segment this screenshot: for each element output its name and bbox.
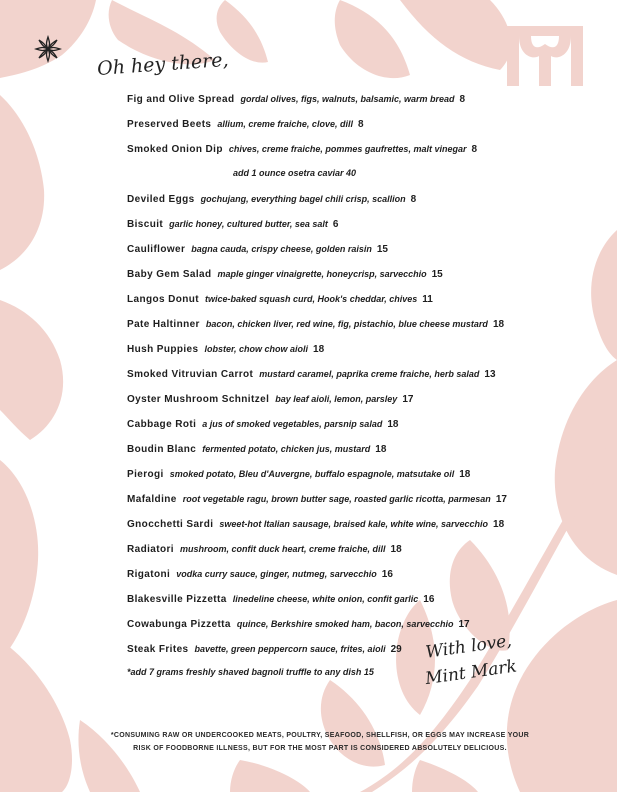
item-description: a jus of smoked vegetables, parsnip salad — [202, 419, 383, 429]
item-price: 17 — [402, 394, 414, 405]
item-price: 11 — [422, 294, 433, 305]
caviar-addon-note: add 1 ounce osetra caviar 40 — [233, 168, 357, 178]
truffle-note: *add 7 grams freshly shaved bagnoli truffle to any dish 15 — [127, 667, 374, 677]
item-description: gochujang, everything bagel chili crisp, scallion — [200, 194, 406, 204]
mint-mark-logo-icon — [507, 26, 583, 86]
item-description: smoked potato, Bleu d'Auvergne, buffalo espagnole, matsutake oil — [169, 469, 455, 479]
item-price: 18 — [387, 419, 399, 430]
item-description: bay leaf aioli, lemon, parsley — [275, 394, 398, 404]
item-description: bacon, chicken liver, red wine, fig, pistachio, blue cheese mustard — [205, 319, 488, 329]
menu-item — [127, 242, 388, 257]
item-name: Preserved Beets — [127, 119, 212, 130]
item-name: Baby Gem Salad — [127, 269, 212, 280]
item-price: 8 — [410, 194, 417, 205]
item-description: allium, creme fraiche, clove, dill — [217, 119, 353, 129]
item-description: mustard caramel, paprika creme fraiche, herb salad — [259, 369, 480, 379]
item-price: 16 — [381, 569, 393, 580]
item-name: Boudin Blanc — [127, 444, 197, 455]
signoff-line-1: With love, — [424, 630, 513, 663]
item-description: bavette, green peppercorn sauce, frites, aioli — [194, 644, 386, 654]
menu-item — [127, 342, 324, 357]
signoff-line-2: Mint Mark — [424, 656, 518, 690]
item-price: 15 — [431, 269, 443, 280]
item-name: Cabbage Roti — [127, 419, 197, 430]
item-name: Cowabunga Pizzetta — [127, 619, 231, 630]
menu-item — [127, 392, 413, 407]
menu-item — [127, 92, 465, 107]
greeting-heading: Oh hey there, — [96, 48, 230, 80]
item-price: 8 — [357, 119, 364, 130]
item-price: 8 — [459, 94, 466, 105]
item-name: Hush Puppies — [127, 344, 199, 355]
item-description: linedeline cheese, white onion, confit garlic — [232, 594, 419, 604]
item-price: 18 — [459, 469, 471, 480]
item-name: Radiatori — [127, 544, 174, 555]
item-description: chives, creme fraiche, pommes gaufrettes, malt vinegar — [228, 144, 467, 154]
item-description: mushroom, confit duck heart, creme fraiche, dill — [179, 544, 386, 554]
item-price: 13 — [484, 369, 496, 380]
menu-item — [127, 367, 496, 382]
item-price: 29 — [390, 644, 402, 655]
menu-item — [127, 592, 434, 607]
menu-item — [127, 467, 470, 482]
item-description: quince, Berkshire smoked ham, bacon, sarvecchio — [236, 619, 454, 629]
menu-item — [127, 192, 416, 207]
item-name: Smoked Vitruvian Carrot — [127, 369, 254, 380]
item-price: 17 — [458, 619, 470, 630]
item-name: Oyster Mushroom Schnitzel — [127, 394, 270, 405]
menu-item — [127, 267, 443, 282]
item-price: 18 — [492, 319, 505, 330]
menu-item — [127, 442, 386, 457]
item-description: root vegetable ragu, brown butter sage, roasted garlic ricotta, parmesan — [182, 494, 491, 504]
item-price: 8 — [471, 144, 478, 155]
item-name: Rigatoni — [127, 569, 171, 580]
item-price: 18 — [390, 544, 402, 555]
food-safety-disclaimer — [70, 729, 570, 755]
item-description: maple ginger vinaigrette, honeycrisp, sarvecchio — [217, 269, 427, 279]
item-name: Mafaldine — [127, 494, 177, 505]
menu-item — [127, 417, 398, 432]
item-description: vodka curry sauce, ginger, nutmeg, sarvecchio — [176, 569, 377, 579]
item-name: Pate Haltinner — [127, 319, 200, 330]
menu-item — [127, 517, 504, 532]
item-price: 18 — [375, 444, 387, 455]
flower-doodle-icon — [34, 35, 62, 63]
menu-item — [127, 642, 402, 657]
item-price: 16 — [423, 594, 435, 605]
menu-item — [127, 567, 393, 582]
item-description: garlic honey, cultured butter, sea salt — [169, 219, 328, 229]
item-name: Cauliflower — [127, 244, 186, 255]
menu-item — [127, 292, 433, 307]
item-name: Steak Frites — [127, 644, 189, 655]
menu-item — [127, 117, 364, 132]
item-description: lobster, chow chow aioli — [204, 344, 309, 354]
item-description: sweet-hot Italian sausage, braised kale, white wine, sarvecchio — [219, 519, 489, 529]
item-name: Blakesville Pizzetta — [127, 594, 227, 605]
item-name: Pierogi — [127, 469, 164, 480]
item-description: twice-baked squash curd, Hook's cheddar, chives — [205, 294, 418, 304]
item-name: Langos Donut — [127, 294, 200, 305]
item-description: fermented potato, chicken jus, mustard — [202, 444, 371, 454]
item-description: bagna cauda, crispy cheese, golden raisin — [191, 244, 372, 254]
item-name: Deviled Eggs — [127, 194, 195, 205]
disclaimer-line-1: *CONSUMING RAW OR UNDERCOOKED MEATS, POULTRY, SEAFOOD, SHELLFISH, OR EGGS MAY INCREASE YOUR — [110, 732, 530, 739]
menu-item — [127, 617, 470, 632]
item-price: 15 — [376, 244, 388, 255]
menu-item — [127, 142, 477, 157]
menu-item — [127, 542, 402, 557]
menu-item — [127, 492, 507, 507]
item-price: 18 — [493, 519, 505, 530]
item-price: 18 — [313, 344, 325, 355]
item-name: Biscuit — [127, 219, 164, 230]
item-price: 17 — [495, 494, 507, 505]
menu-item — [127, 317, 504, 332]
disclaimer-line-2: RISK OF FOODBORNE ILLNESS, BUT FOR THE MOST PART IS CONSIDERED ABSOLUTELY DELICIOUS. — [133, 745, 507, 752]
menu-item — [127, 217, 338, 232]
item-name: Gnocchetti Sardi — [127, 519, 214, 530]
item-description: gordal olives, figs, walnuts, balsamic, warm bread — [240, 94, 455, 104]
item-price: 6 — [332, 219, 339, 230]
item-name: Fig and Olive Spread — [127, 94, 235, 105]
item-name: Smoked Onion Dip — [127, 144, 223, 155]
